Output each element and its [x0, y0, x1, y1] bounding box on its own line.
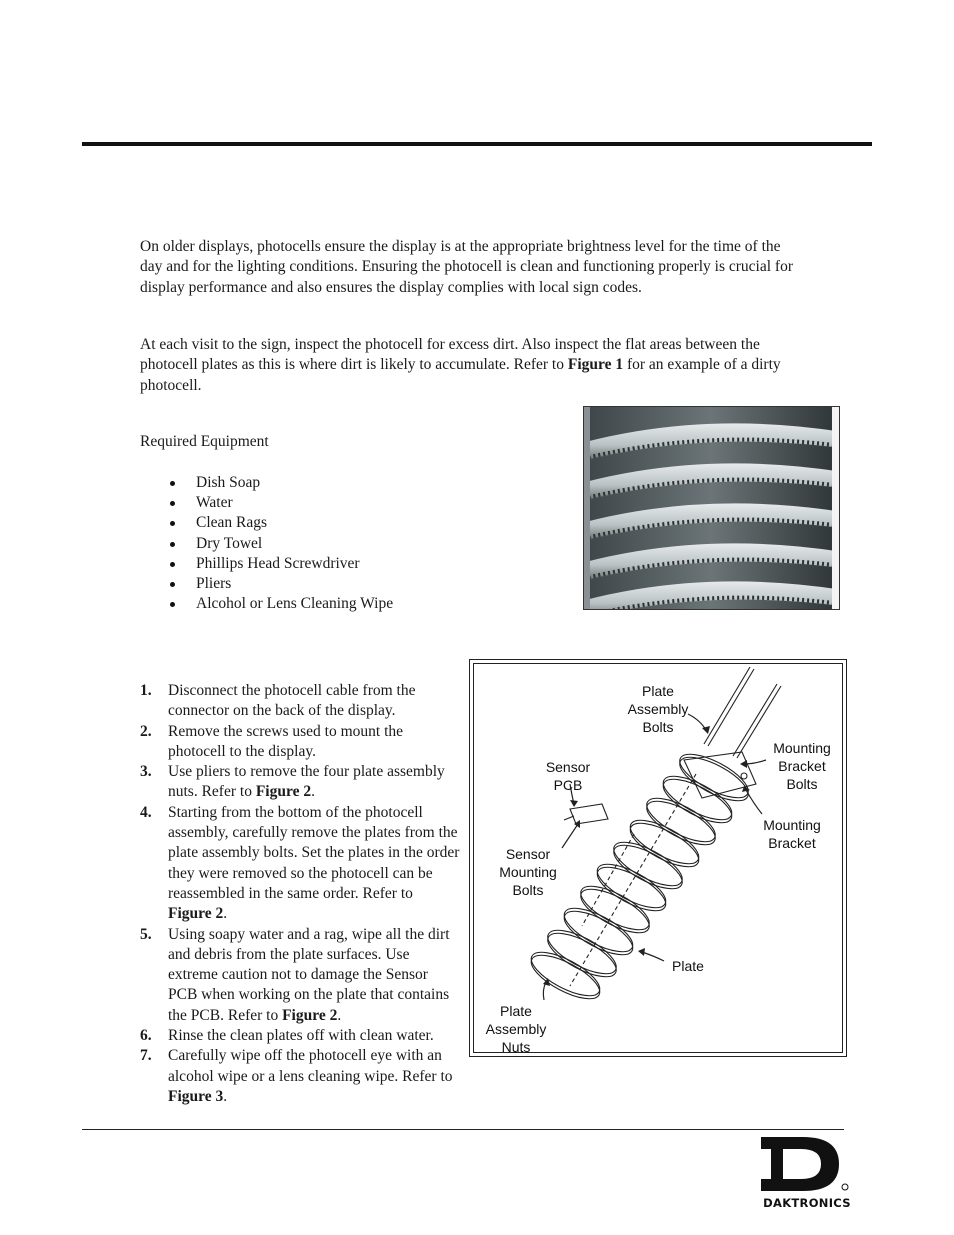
photocell-exploded-diagram	[469, 659, 847, 1057]
step-number: 6.	[140, 1027, 152, 1045]
step-text: Remove the screws used to mount the photocell to the display.	[168, 722, 404, 760]
figure-reference: Figure 2	[255, 783, 312, 801]
equipment-item: Water	[168, 493, 393, 513]
step-number: 5.	[140, 925, 152, 943]
label-plate: Plate	[672, 958, 704, 974]
equipment-item: Phillips Head Screwdriver	[168, 554, 393, 574]
procedure-step	[140, 803, 460, 925]
label-plate-assembly-nuts: Plate Assembly Nuts	[485, 1003, 547, 1055]
step-text-tail: .	[311, 783, 315, 801]
required-equipment-title: Required Equipment	[140, 433, 269, 450]
inspect-line	[140, 355, 875, 375]
inspect-paragraph	[140, 335, 875, 396]
label-sensor-mounting-bolts: Sensor Mounting Bolts	[499, 846, 557, 898]
procedure-step	[140, 681, 460, 722]
step-text-tail: .	[223, 905, 228, 923]
diagram-border	[473, 663, 843, 1053]
procedure-step	[140, 762, 460, 803]
intro-line: display performance and also ensures the display complies with local sign codes.	[140, 278, 642, 296]
step-text-tail: .	[337, 1006, 342, 1024]
figure-reference: Figure 3	[168, 1087, 224, 1105]
procedure-step	[140, 1026, 460, 1046]
step-text: Using soapy water and a rag, wipe all the dirt and debris from the plate surfaces. Use extreme caution not to damage the Sensor PCB when working on the plate that contains the PCB. Refer to	[168, 925, 450, 1024]
step-number: 1.	[140, 682, 152, 699]
step-text-tail: .	[223, 1087, 228, 1105]
intro-paragraph	[140, 237, 875, 298]
procedure-step	[140, 925, 460, 1026]
header-rule	[82, 142, 872, 146]
step-number: 4.	[140, 803, 152, 821]
logo-mark	[755, 1135, 859, 1195]
step-number: 3.	[140, 763, 152, 781]
step-number: 7.	[140, 1047, 152, 1065]
equipment-item: Alcohol or Lens Cleaning Wipe	[168, 594, 393, 614]
label-mounting-bracket: Mounting Bracket	[763, 817, 821, 851]
inspect-line: At each visit to the sign, inspect the photocell for excess dirt. Also inspect the flat areas between the	[140, 336, 760, 353]
intro-line: day and for the lighting conditions. Ensuring the photocell is clean and functioning properly is crucial for	[140, 258, 793, 276]
inspect-text: for an example of a dirty	[623, 356, 781, 374]
step-text: Disconnect the photocell cable from the connector on the back of the display.	[168, 682, 416, 720]
figure-reference: Figure 2	[168, 905, 224, 923]
step-text: Use pliers to remove the four plate assembly nuts. Refer to	[168, 763, 445, 801]
equipment-item: Dish Soap	[168, 473, 393, 493]
inspect-line: photocell.	[140, 376, 202, 394]
label-plate-assembly-bolts: Plate Assembly Bolts	[627, 683, 689, 735]
equipment-item: Dry Towel	[168, 534, 393, 554]
label-mounting-bracket-bolts: Mounting Bracket Bolts	[773, 740, 831, 792]
step-text: Carefully wipe off the photocell eye with an alcohol wipe or a lens cleaning wipe. Refer to	[168, 1047, 453, 1085]
label-sensor-pcb: Sensor PCB	[545, 759, 591, 793]
photocell-photo-image	[584, 407, 839, 609]
procedure-steps	[140, 681, 460, 1107]
figure-reference: Figure 1	[567, 356, 624, 374]
intro-line: On older displays, photocells ensure the display is at the appropriate brightness level for the time of the	[140, 238, 781, 255]
step-text: Starting from the bottom of the photocell assembly, carefully remove the plates from the plate assembly bolts. Set the plates in the order they were removed so the photocell can be reassembled in the same order. Refer to	[168, 803, 460, 902]
logo-wordmark: DAKTRONICS	[763, 1196, 851, 1210]
inspect-text: photocell plates as this is where dirt is likely to accumulate. Refer to	[140, 356, 568, 374]
dirty-photocell-photo	[583, 406, 840, 610]
step-text: Rinse the clean plates off with clean water.	[168, 1027, 434, 1045]
footer-rule	[82, 1129, 844, 1130]
equipment-item: Clean Rags	[168, 513, 393, 533]
daktronics-logo	[755, 1135, 859, 1209]
equipment-item: Pliers	[168, 574, 393, 594]
equipment-list	[168, 473, 393, 614]
procedure-step	[140, 1046, 460, 1107]
procedure-step	[140, 722, 460, 763]
step-number: 2.	[140, 722, 152, 740]
figure-reference: Figure 2	[282, 1006, 338, 1024]
